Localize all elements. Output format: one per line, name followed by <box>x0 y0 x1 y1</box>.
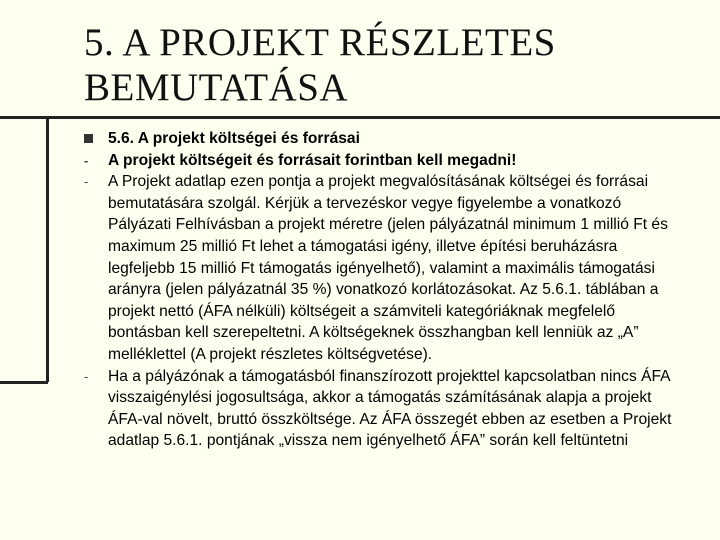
bullet-item-text: A projekt költségeit és forrásait forintban kell megadni! <box>108 151 517 169</box>
bullet-heading <box>84 128 684 150</box>
slide-body <box>84 128 684 452</box>
dash-bullet-icon: - <box>84 368 89 384</box>
left-accent-bar <box>46 118 49 382</box>
bullet-item <box>84 366 684 452</box>
bullet-item-text: Ha a pályázónak a támogatásból finanszírozott projekttel kapcsolatban nincs ÁFA visszaigénylési jogosultsága, akkor a támogatás számításának alapja a projekt ÁFA-val növelt, bruttó összköltsége. Az ÁFA összegét ebben az esetben a Projekt adatlap 5.6.1. pontjának „vissza nem igényelhető ÁFA” során kell feltüntetni <box>108 367 672 450</box>
title-divider <box>0 116 720 119</box>
dash-bullet-icon: - <box>84 174 89 190</box>
dash-bullet-icon: - <box>84 152 89 168</box>
bullet-item <box>84 150 684 172</box>
slide-title-line-2: BEMUTATÁSA <box>84 66 349 109</box>
bullet-item-text: A Projekt adatlap ezen pontja a projekt megvalósításának költségei és forrásai bemutatására szolgál. Kérjük a tervezéskor vegye figyelembe a vonatkozó Pályázati Felhívásban a projekt méretre (jelen pályázatnál minimum 1 millió Ft és maximum 25 millió Ft lehet a támogatási igény, illetve építési beruházásra legfeljebb 15 millió Ft támogatás igényelhető), valamint a maximális támogatási arányra (jelen pályázatnál 35 %) vonatkozó korlátozásokat. Az 5.6.1. táblában a projekt nettó (ÁFA nélküli) költségeit a számviteli kategóriáknak megfelelő bontásban kell szerepeltetni. A költségeknek összhangban kell lenniük az „A” melléklettel (A projekt részletes költségvetése). <box>108 173 668 363</box>
bullet-item <box>84 171 684 365</box>
bullet-heading-text: 5.6. A projekt költségei és forrásai <box>108 130 360 147</box>
square-bullet-icon <box>84 128 104 150</box>
left-accent-foot <box>0 381 48 384</box>
slide-title-line-1: 5. A PROJEKT RÉSZLETES <box>84 21 556 64</box>
slide-title <box>84 20 704 110</box>
